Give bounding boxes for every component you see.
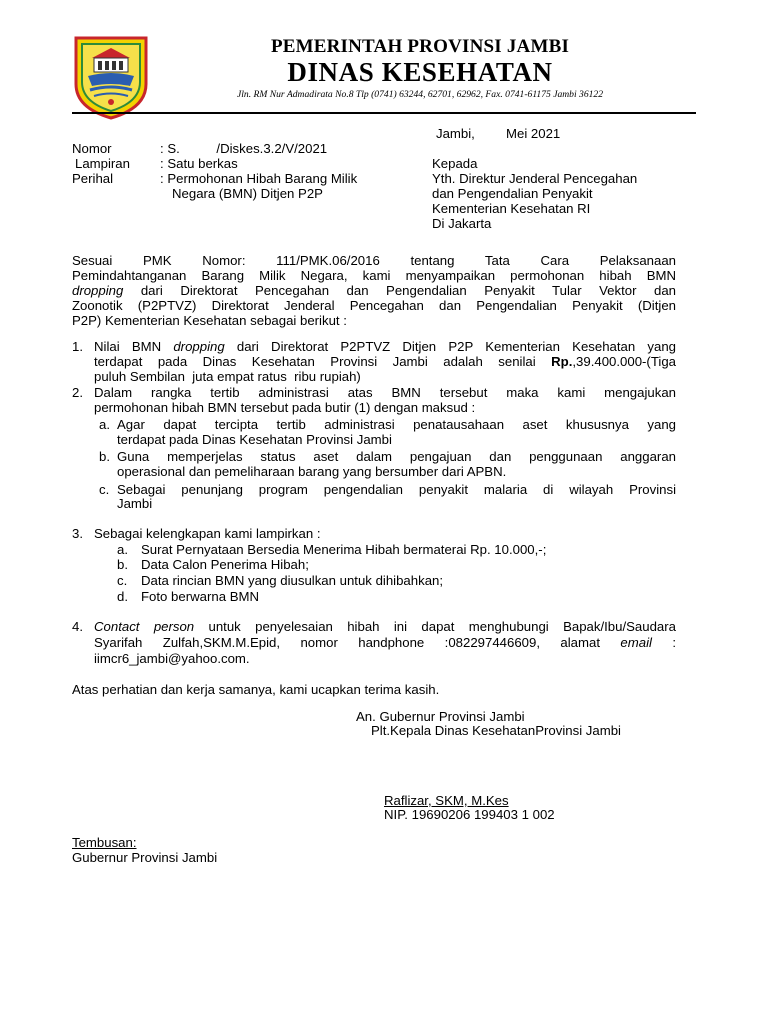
signature-position: Plt.Kepala Dinas KesehatanProvinsi Jambi <box>371 723 621 738</box>
signature-on-behalf: An. Gubernur Provinsi Jambi <box>356 709 525 724</box>
item4-line-1-rest: untuk penyelesaian hibah ini dapat menghubungi Bapak/Ibu/Saudara <box>194 619 676 634</box>
item2b-line-1: Guna memperjelas status aset dalam pengajuan dan penggunaan anggaran <box>117 449 676 464</box>
intro-dropping-italic: dropping <box>72 283 124 298</box>
item3-sub-text: Foto berwarna BMN <box>141 589 259 604</box>
item1-line-2-a: terdapat pada Dinas Kesehatan Provinsi Jambi adalah senilai <box>94 354 552 369</box>
item-number: 2. <box>72 385 83 400</box>
item4-email-address: iimcr6_jambi@yahoo.com. <box>94 651 250 666</box>
cc-item: Gubernur Provinsi Jambi <box>72 850 218 865</box>
item1-dropping-italic: dropping <box>173 339 225 354</box>
item-number: 4. <box>72 619 83 634</box>
intro-line-3 <box>72 283 676 298</box>
signatory-nip: NIP. 19690206 199403 1 002 <box>384 807 555 822</box>
sub-letter: d. <box>117 589 128 604</box>
intro-line-1: Sesuai PMK Nomor: 111/PMK.06/2016 tentang Tata Cara Pelaksanaan <box>72 253 676 268</box>
sub-letter: c. <box>99 482 110 497</box>
recipient-line: Kepada <box>432 156 478 171</box>
item2-line-2: permohonan hibah BMN tersebut pada butir (1) dengan maksud : <box>94 400 476 415</box>
nomor-value: : S. /Diskes.3.2/V/2021 <box>160 141 328 156</box>
sub-letter: b. <box>99 449 110 464</box>
sub-letter: a. <box>117 542 128 557</box>
lampiran-label: Lampiran <box>75 156 130 171</box>
intro-line-5: P2P) Kementerian Kesehatan sebagai berikut : <box>72 313 347 328</box>
item2-line-1: Dalam rangka tertib administrasi atas BMN tersebut maka kami mengajukan <box>94 385 676 400</box>
sub-letter: c. <box>117 573 128 588</box>
item2a-line-2: terdapat pada Dinas Kesehatan Provinsi Jambi <box>117 432 392 447</box>
item3-sub-text: Surat Pernyataan Bersedia Menerima Hibah bermaterai Rp. 10.000,-; <box>141 542 547 557</box>
nomor-label: Nomor <box>72 141 112 156</box>
intro-line-4: Zoonotik (P2PTVZ) Direktorat Jenderal Pencegahan dan Pengendalian Penyakit (Ditjen <box>72 298 676 313</box>
recipient-line: dan Pengendalian Penyakit <box>432 186 593 201</box>
item1-line-2 <box>94 354 676 369</box>
item-number: 3. <box>72 526 83 541</box>
letter-date-city: Jambi, <box>436 126 475 141</box>
letterhead-address: Jln. RM Nur Admadirata No.8 Tlp (0741) 63244, 62701, 62962, Fax. 0741-61175 Jambi 36122 <box>236 89 604 100</box>
letterhead-divider-thick <box>72 112 696 114</box>
item1-line-1-b: dari Direktorat P2PTVZ Ditjen P2P Kementerian Kesehatan yang <box>224 339 676 354</box>
item3-sub-text: Data rincian BMN yang diusulkan untuk dihibahkan; <box>141 573 444 588</box>
perihal-value-1: : Permohonan Hibah Barang Milik <box>160 171 358 186</box>
item1-line-1-a: Nilai BMN <box>94 339 174 354</box>
cc-label: Tembusan: <box>72 835 137 850</box>
item3-line-1: Sebagai kelengkapan kami lampirkan : <box>94 526 321 541</box>
letter-date-month: Mei 2021 <box>506 126 561 141</box>
government-name: PEMERINTAH PROVINSI JAMBI <box>270 36 570 57</box>
item2b-line-2: operasional dan pemeliharaan barang yang bersumber dari APBN. <box>117 464 507 479</box>
item3-sub-text: Data Calon Penerima Hibah; <box>141 557 309 572</box>
item4-line-1 <box>94 619 676 634</box>
recipient-line: Yth. Direktur Jenderal Pencegahan <box>432 171 638 186</box>
item2c-line-2: Jambi <box>117 496 153 511</box>
item2c-line-1: Sebagai penunjang program pengendalian penyakit malaria di wilayah Provinsi <box>117 482 676 497</box>
intro-line-3-rest: dari Direktorat Pencegahan dan Pengendalian Penyakit Tular Vektor dan <box>123 283 676 298</box>
intro-line-2: Pemindahtanganan Barang Milik Negara, kami menyampaikan permohonan hibah BMN <box>72 268 676 283</box>
item-number: 1. <box>72 339 83 354</box>
item4-line-2-b: : <box>651 635 677 650</box>
item1-line-3: puluh Sembilan juta empat ratus ribu rupiah) <box>94 369 361 384</box>
sub-letter: a. <box>99 417 110 432</box>
item1-line-2-b: ,39.400.000-(Tiga <box>572 354 676 369</box>
perihal-value-2: Negara (BMN) Ditjen P2P <box>172 186 323 201</box>
item4-line-2-a: Syarifah Zulfah,SKM.M.Epid, nomor handphone :082297446609, alamat <box>94 635 621 650</box>
closing-sentence: Atas perhatian dan kerja samanya, kami ucapkan terima kasih. <box>72 682 440 697</box>
lampiran-value: : Satu berkas <box>160 156 238 171</box>
recipient-line: Kementerian Kesehatan RI <box>432 201 591 216</box>
item4-email-italic: email <box>620 635 652 650</box>
item1-currency-bold: Rp. <box>551 354 573 369</box>
perihal-label: Perihal <box>72 171 114 186</box>
department-name: DINAS KESEHATAN <box>287 57 553 87</box>
item4-line-2 <box>94 635 676 650</box>
recipient-line: Di Jakarta <box>432 216 492 231</box>
item2a-line-1: Agar dapat tercipta tertib administrasi penatausahaan aset khususnya yang <box>117 417 676 432</box>
item4-contact-italic: Contact person <box>94 619 195 634</box>
signatory-name: Raflizar, SKM, M.Kes <box>384 793 509 808</box>
sub-letter: b. <box>117 557 128 572</box>
item1-line-1 <box>94 339 676 354</box>
